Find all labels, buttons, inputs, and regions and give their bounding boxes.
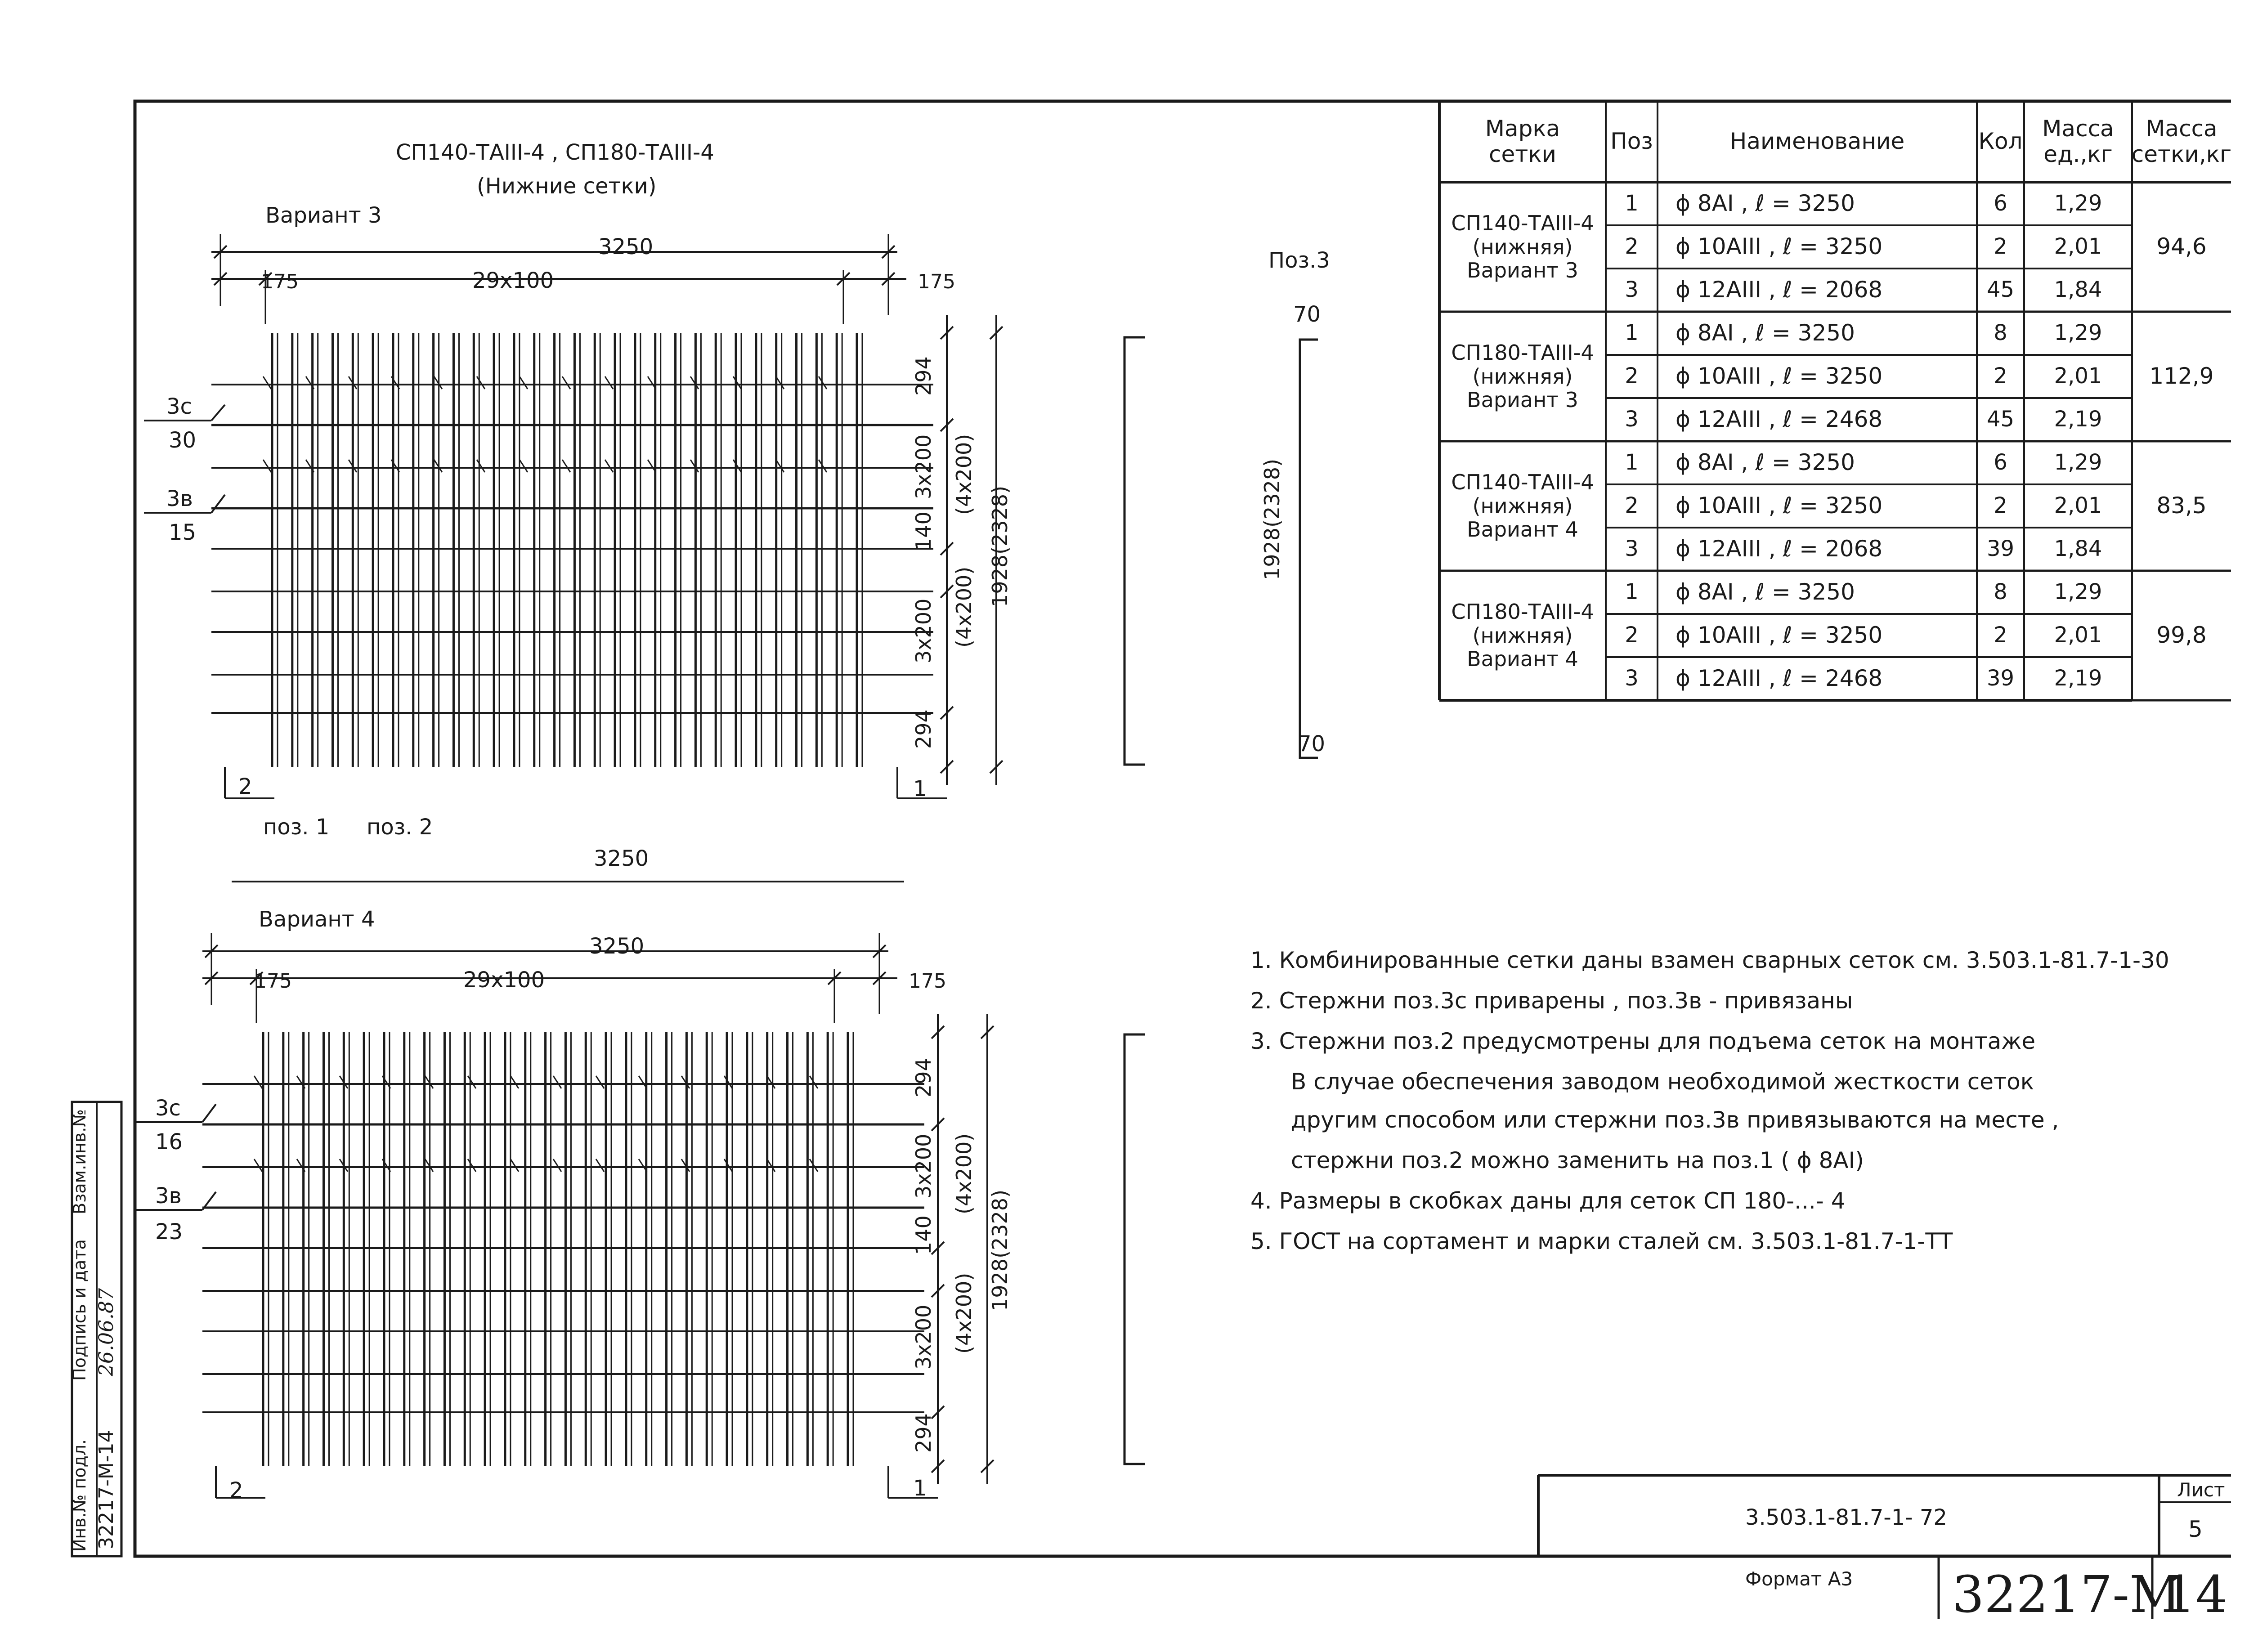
tie-mark	[263, 460, 271, 472]
table-qty-cell: 6	[1994, 191, 2007, 216]
table-pos-cell: 1	[1625, 320, 1639, 346]
tie-mark	[425, 1159, 433, 1172]
tie-mark	[477, 460, 485, 472]
stamp-field-inv-orig: Инв.№ подл.	[70, 1439, 90, 1552]
note-line: 1. Комбинированные сетки даны взамен сварных сеток см. 3.503.1-81.7-1-30	[1250, 947, 2169, 973]
table-qty-cell: 39	[1986, 536, 2015, 562]
lbl-3v-count-top: 15	[169, 520, 197, 545]
table-pos-cell: 2	[1625, 363, 1639, 389]
table-mass-cell: 2,01	[2054, 363, 2102, 389]
table-pos-cell: 3	[1625, 536, 1639, 562]
table-header-cell: Наименование	[1729, 128, 1905, 155]
table-header-cell: Масса сетки,кг	[2131, 115, 2232, 167]
dim-3x200-bottom-b: 3х200	[911, 1304, 936, 1370]
table-qty-cell: 2	[1994, 363, 2007, 389]
table-pos-cell: 1	[1625, 191, 1639, 216]
table-qty-cell: 45	[1986, 407, 2015, 432]
tie-mark	[562, 460, 570, 472]
overall-length-bottom: 3250	[589, 934, 645, 959]
pos3-title: Поз.3	[1268, 248, 1330, 273]
tie-mark	[810, 1159, 818, 1172]
table-qty-cell: 2	[1994, 622, 2007, 648]
tie-mark	[468, 1076, 476, 1088]
dim-4x200-bottom-b: (4х200)	[952, 1272, 976, 1354]
pos3-top-dim: 70	[1293, 302, 1321, 327]
table-header-cell: Масса ед.,кг	[2042, 115, 2114, 167]
table-pos-cell: 2	[1625, 622, 1639, 648]
spacing-bottom: 29х100	[463, 967, 545, 993]
tie-mark	[724, 1159, 732, 1172]
doc-code: 3.503.1-81.7-1- 72	[1745, 1505, 1947, 1530]
table-qty-cell: 2	[1994, 493, 2007, 519]
table-name-cell: ϕ 10АIII , ℓ = 3250	[1676, 622, 1883, 649]
note-line: 5. ГОСТ на сортамент и марки сталей см. 3.503.1-81.7-1-ТТ	[1250, 1228, 1953, 1254]
dim-total-top: 1928(2328)	[988, 485, 1012, 607]
lbl-3v-bottom: 3в	[155, 1183, 182, 1209]
lbl-3c-top: 3с	[166, 394, 192, 419]
table-pos-cell: 3	[1625, 407, 1639, 432]
table-pos-cell: 3	[1625, 277, 1639, 303]
dim-4x200-top-b: (4х200)	[952, 566, 976, 648]
table-qty-cell: 2	[1994, 234, 2007, 260]
stamp-inv-number: 32217-М-14	[95, 1430, 118, 1549]
table-name-cell: ϕ 8АI , ℓ = 3250	[1676, 190, 1855, 217]
lbl-3v-count-bottom: 23	[155, 1219, 183, 1245]
tie-mark	[819, 376, 827, 389]
table-total-mass-cell: 99,8	[2156, 622, 2207, 649]
pos3-length: 1928(2328)	[1260, 458, 1284, 580]
stamp-signature-date: 26.06.87	[95, 1288, 118, 1376]
dim-4x200-top-a: (4х200)	[952, 434, 976, 515]
note-line: 4. Размеры в скобках даны для сеток СП 180-...- 4	[1250, 1188, 1846, 1214]
table-pos-cell: 2	[1625, 234, 1639, 260]
mesh-title: СП140-ТАIII-4 , СП180-ТАIII-4	[396, 140, 714, 165]
pos2-mark-bottom: 2	[229, 1478, 243, 1503]
tie-mark	[562, 376, 570, 389]
tie-mark	[596, 1076, 604, 1088]
sheet-number: 5	[2188, 1516, 2203, 1542]
table-pos-cell: 2	[1625, 493, 1639, 519]
table-pos-cell: 1	[1625, 450, 1639, 475]
mesh-section-profile-bottom	[1124, 1034, 1145, 1464]
tie-mark	[511, 1076, 519, 1088]
table-name-cell: ϕ 8АI , ℓ = 3250	[1676, 579, 1855, 605]
table-name-cell: ϕ 10АIII , ℓ = 3250	[1676, 492, 1883, 519]
pos1-mark-top: 1	[913, 776, 927, 801]
sheet-label: Лист	[2177, 1479, 2225, 1501]
table-name-cell: ϕ 10АIII , ℓ = 3250	[1676, 233, 1883, 260]
table-mass-cell: 1,29	[2054, 450, 2102, 475]
table-total-mass-cell: 112,9	[2149, 363, 2214, 389]
tie-mark	[254, 1159, 262, 1172]
table-mass-cell: 2,19	[2054, 666, 2102, 691]
tie-mark	[605, 460, 613, 472]
lbl-3c-count-top: 30	[169, 428, 197, 453]
table-name-cell: ϕ 12АIII , ℓ = 2468	[1676, 665, 1883, 692]
pos-2-label: поз. 2	[367, 815, 433, 840]
dim-140-top: 140	[911, 511, 936, 551]
stamp-field-replaced: Взам.инв.№	[70, 1109, 90, 1214]
archive-sheet: 14	[2164, 1566, 2228, 1624]
pos1-mark-bottom: 1	[913, 1476, 927, 1501]
tie-mark	[605, 376, 613, 389]
tie-mark	[724, 1076, 732, 1088]
label-leader-line	[211, 405, 225, 421]
edge-right-top: 175	[918, 270, 955, 293]
table-mass-cell: 1,29	[2054, 320, 2102, 346]
variant-4-label: Вариант 4	[259, 907, 375, 932]
tie-mark	[733, 460, 741, 472]
stamp-field-signature: Подпись и дата	[70, 1239, 90, 1381]
tie-mark	[553, 1159, 561, 1172]
tie-mark	[425, 1076, 433, 1088]
table-pos-cell: 1	[1625, 579, 1639, 605]
label-leader-line	[202, 1104, 216, 1122]
dim-140-bottom: 140	[911, 1215, 936, 1255]
dim-294-bottom-b: 294	[911, 1413, 936, 1453]
dim-294-top-b: 294	[911, 709, 936, 749]
lbl-3v-top: 3в	[166, 486, 193, 511]
table-mass-cell: 1,29	[2054, 579, 2102, 605]
tie-mark	[520, 376, 528, 389]
table-pos-cell: 3	[1625, 666, 1639, 691]
mesh-section-profile-top	[1124, 337, 1145, 765]
pos2-mark-top: 2	[238, 774, 252, 799]
table-name-cell: ϕ 8АI , ℓ = 3250	[1676, 449, 1855, 476]
table-qty-cell: 6	[1994, 450, 2007, 475]
spacing-top: 29х100	[472, 268, 554, 293]
tie-mark	[819, 460, 827, 472]
mesh-drawing-variant-4	[135, 933, 994, 1501]
dim-4x200-bottom-a: (4х200)	[952, 1133, 976, 1214]
dim-total-bottom: 1928(2328)	[988, 1189, 1012, 1311]
edge-left-bottom: 175	[254, 970, 292, 993]
tie-mark	[434, 376, 442, 389]
note-line: В случае обеспечения заводом необходимой жесткости сеток	[1291, 1069, 2034, 1095]
variant-3-label: Вариант 3	[265, 203, 382, 228]
pos3-bottom-dim: 70	[1298, 731, 1326, 757]
tie-mark	[477, 376, 485, 389]
table-total-mass-cell: 83,5	[2156, 492, 2207, 519]
table-mass-cell: 1,29	[2054, 191, 2102, 216]
format-label: Формат А3	[1745, 1568, 1853, 1590]
pos-1-label: поз. 1	[263, 815, 330, 840]
table-mass-cell: 2,01	[2054, 234, 2102, 260]
lbl-3c-bottom: 3с	[155, 1096, 181, 1121]
tie-mark	[468, 1159, 476, 1172]
table-mass-cell: 1,84	[2054, 277, 2102, 303]
pos3-bar	[1300, 340, 1318, 758]
table-header-cell: Поз	[1610, 128, 1653, 155]
table-header-cell: Кол	[1978, 128, 2023, 155]
table-name-cell: ϕ 12АIII , ℓ = 2068	[1676, 536, 1883, 562]
table-mark-cell: СП180-ТАIII-4 (нижняя) Вариант 3	[1451, 340, 1594, 412]
note-line: другим способом или стержни поз.3в привязываются на месте ,	[1291, 1107, 2059, 1133]
table-name-cell: ϕ 12АIII , ℓ = 2468	[1676, 406, 1883, 433]
note-line: 3. Стержни поз.2 предусмотрены для подъема сеток на монтаже	[1250, 1028, 2036, 1054]
table-qty-cell: 45	[1986, 277, 2015, 303]
bottom-length-top: 3250	[594, 846, 649, 871]
tie-mark	[263, 376, 271, 389]
table-mass-cell: 1,84	[2054, 536, 2102, 562]
table-mass-cell: 2,01	[2054, 622, 2102, 648]
mesh-subtitle: (Нижние сетки)	[477, 174, 657, 199]
table-qty-cell: 39	[1986, 666, 2015, 691]
dim-3x200-top-a: 3х200	[911, 434, 936, 499]
table-mass-cell: 2,01	[2054, 493, 2102, 519]
edge-left-top: 175	[261, 270, 299, 293]
table-mark-cell: СП140-ТАIII-4 (нижняя) Вариант 4	[1451, 470, 1594, 542]
table-name-cell: ϕ 12АIII , ℓ = 2068	[1676, 277, 1883, 303]
table-total-mass-cell: 94,6	[2156, 233, 2207, 260]
tie-mark	[596, 1159, 604, 1172]
tie-mark	[810, 1076, 818, 1088]
table-name-cell: ϕ 10АIII , ℓ = 3250	[1676, 363, 1883, 389]
overall-length-top: 3250	[598, 234, 654, 260]
table-mark-cell: СП140-ТАIII-4 (нижняя) Вариант 3	[1451, 210, 1594, 283]
label-leader-line	[211, 495, 225, 513]
tie-mark	[511, 1159, 519, 1172]
tie-mark	[434, 460, 442, 472]
note-line: 2. Стержни поз.3с приварены , поз.3в - привязаны	[1250, 988, 1853, 1014]
table-mark-cell: СП180-ТАIII-4 (нижняя) Вариант 4	[1451, 599, 1594, 672]
dim-3x200-bottom-a: 3х200	[911, 1133, 936, 1199]
dim-294-bottom-a: 294	[911, 1058, 936, 1097]
archive-number: 32217-М	[1952, 1566, 2181, 1624]
table-qty-cell: 8	[1994, 320, 2007, 346]
dim-294-top-a: 294	[911, 356, 936, 396]
tie-mark	[733, 376, 741, 389]
dim-3x200-top-b: 3х200	[911, 598, 936, 663]
table-name-cell: ϕ 8АI , ℓ = 3250	[1676, 320, 1855, 346]
mesh-drawing-variant-3	[144, 234, 1003, 801]
note-line: стержни поз.2 можно заменить на поз.1 ( ϕ 8АI)	[1291, 1147, 1864, 1173]
tie-mark	[520, 460, 528, 472]
table-mass-cell: 2,19	[2054, 407, 2102, 432]
tie-mark	[254, 1076, 262, 1088]
edge-right-bottom: 175	[909, 970, 946, 993]
table-header-cell: Марка сетки	[1485, 115, 1560, 167]
table-qty-cell: 8	[1994, 579, 2007, 605]
tie-mark	[553, 1076, 561, 1088]
lbl-3c-count-bottom: 16	[155, 1129, 183, 1155]
